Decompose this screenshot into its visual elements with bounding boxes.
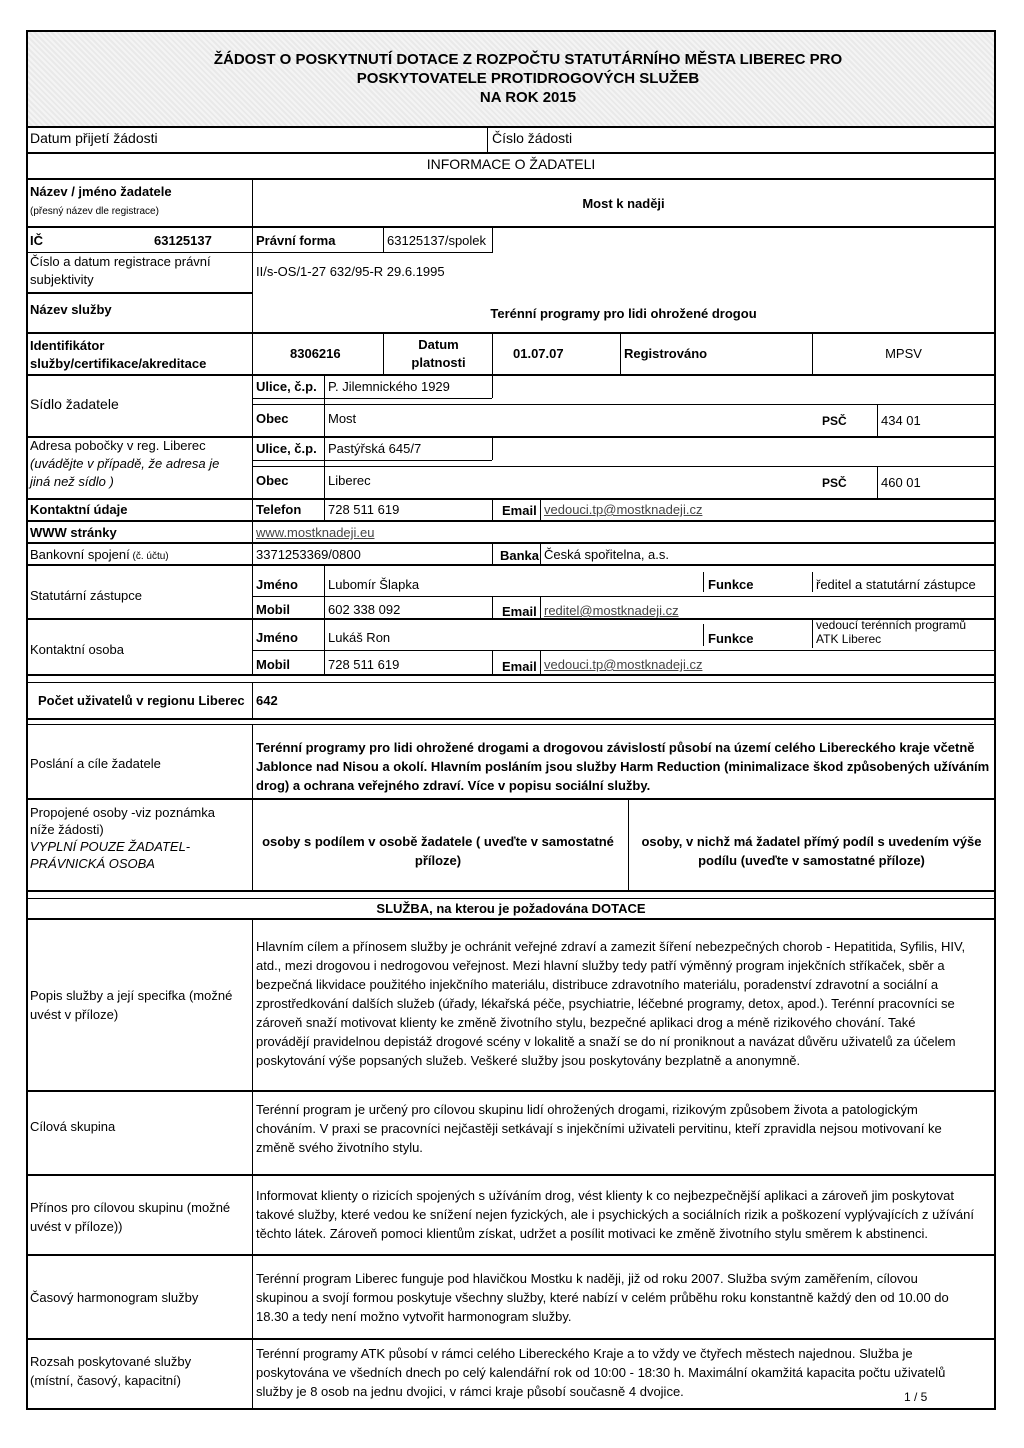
- schedule-label: Časový harmonogram služby: [30, 1290, 199, 1305]
- registration-label-1: Číslo a datum registrace právní: [30, 254, 211, 269]
- contact-function-value: [816, 618, 966, 646]
- service-description-text: [256, 937, 992, 1070]
- description-line: poskytování výše popsaných služeb. Veškeré služby jsou poskytovány bezplatně a anonymně.: [256, 1053, 801, 1068]
- legal-form-label: Právní forma: [256, 233, 336, 248]
- service-description-label: [30, 986, 232, 1024]
- branch-label-3: jiná než sídlo ): [30, 474, 114, 489]
- ic-value: 63125137: [154, 233, 212, 248]
- seat-psc-label: PSČ: [822, 414, 847, 428]
- service-name-value: Terénní programy pro lidi ohrožené drogou: [490, 306, 757, 321]
- scope-line: poskytována ve všedních dnech po celý kalendářní rok od 10:00 - 18:30 h. Maximální okamžitá kapacita počtu uživatelů: [256, 1365, 946, 1380]
- registration-value: II/s-OS/1-27 632/95-R 29.6.1995: [256, 264, 445, 279]
- schedule-line: skupinou a svojí formou poskytuje všechny služby, které nabízí v celém průběhu roku konstantně každý den od 10.00 do: [256, 1290, 949, 1305]
- description-line: zprostředkování dalších služeb (úřady, lékařská péče, psychiatrie, léčebné programy, detox, apod.). Terénní pracovníci se: [256, 996, 955, 1011]
- benefit-label-line1: Přínos pro cílovou skupinu (možné: [30, 1200, 231, 1215]
- form-title-line1: ŽÁDOST O POSKYTNUTÍ DOTACE Z ROZPOČTU STATUTÁRNÍHO MĚSTA LIBEREC PRO: [213, 51, 843, 68]
- target-group-text: [256, 1100, 992, 1157]
- target-line: změně svého životního stylu.: [256, 1140, 423, 1155]
- contact-person-email-label: Email: [502, 659, 537, 674]
- target-group-label: Cílová skupina: [30, 1119, 116, 1134]
- statutory-name-value: Lubomír Šlapka: [328, 577, 420, 592]
- mission-text: [256, 738, 992, 795]
- validity-value: 01.07.07: [513, 346, 564, 361]
- contact-function-line2: ATK Liberec: [816, 632, 882, 646]
- description-label-line1: Popis služby a její specifka (možné: [30, 988, 233, 1003]
- phone-label: Telefon: [256, 502, 302, 517]
- seat-street-label: Ulice, č.p.: [256, 379, 317, 394]
- bank-name-value: Česká spořitelna, a.s.: [544, 547, 670, 562]
- branch-city-label: Obec: [256, 473, 289, 488]
- related-col1-line2: příloze): [414, 853, 462, 868]
- mission-line1: Terénní programy pro lidi ohrožené drogami a drogovou závislostí působí na území celého Libereckého kraje včetně: [256, 740, 975, 755]
- target-line: Terénní program je určený pro cílovou skupinu lidí ohrožených drogami, rizikovým způsobem života a patologickým: [256, 1102, 918, 1117]
- branch-label-1: Adresa pobočky v reg. Liberec: [30, 438, 206, 453]
- form-title-line3: NA ROK 2015: [479, 89, 577, 106]
- bank-label: [30, 547, 169, 565]
- related-label-line2: níže žádosti): [30, 822, 104, 837]
- form-title: [178, 50, 878, 107]
- application-number-label: Číslo žádosti: [492, 130, 573, 146]
- contact-email-link[interactable]: vedouci.tp@mostknadeji.cz: [544, 502, 703, 517]
- mission-line3: drog) a ochrana veřejného zdraví. Více v popisu sociální služby.: [256, 778, 651, 793]
- applicant-name-label: Název / jméno žadatele: [30, 184, 172, 199]
- identifier-label-1: Identifikátor: [30, 338, 105, 353]
- related-label-line3: VYPLNÍ POUZE ŽADATEL-: [30, 839, 191, 854]
- branch-street-value: Pastýřská 645/7: [328, 441, 422, 456]
- statutory-name-label: Jméno: [256, 577, 298, 592]
- applicant-name-sublabel: (přesný název dle registrace): [30, 206, 159, 217]
- applicant-name-value: Most k naději: [582, 196, 665, 211]
- legal-form-value: 63125137/spolek: [387, 233, 487, 248]
- registered-label: Registrováno: [624, 346, 708, 361]
- date-received-label: Datum přijetí žádosti: [30, 130, 158, 146]
- contact-function-line1: vedoucí terénních programů: [816, 618, 967, 632]
- bank-label-small: (č. účtu): [129, 551, 169, 562]
- page-number: 1 / 5: [904, 1390, 928, 1404]
- contact-mobile-value: 728 511 619: [328, 657, 400, 672]
- scope-line: služby je 8 osob na jednu dvojici, v rámci kraje působí současně 4 dvojice.: [256, 1384, 684, 1399]
- service-section-title: SLUŽBA, na kterou je požadována DOTACE: [376, 901, 646, 916]
- validity-label-2: platnosti: [411, 355, 466, 370]
- branch-street-label: Ulice, č.p.: [256, 441, 317, 456]
- benefit-line: takové služby, které vedou ke snížení nejen fyzických, ale i psychických a sociálních rizik a poškození vyplývajících z užívání: [256, 1207, 974, 1222]
- related-col1-line1: osoby s podílem v osobě žadatele ( uveďte v samostatné: [262, 834, 614, 849]
- scope-label: [30, 1352, 191, 1390]
- seat-label: Sídlo žadatele: [30, 396, 119, 412]
- statutory-mobile-value: 602 338 092: [328, 602, 401, 617]
- benefit-label: [30, 1198, 230, 1236]
- target-line: chováním. V praxi se pracovníci nejčastěji setkávají s injekčními uživateli pervitinu, kteří zpravidla nejsou motivovaní ke: [256, 1121, 942, 1136]
- statutory-email-link[interactable]: reditel@mostknadeji.cz: [544, 603, 679, 618]
- contact-name-value: Lukáš Ron: [328, 630, 391, 645]
- contact-person-email-link[interactable]: vedouci.tp@mostknadeji.cz: [544, 657, 703, 672]
- contact-function-label: Funkce: [708, 631, 754, 646]
- bank-account-value: 3371253369/0800: [256, 547, 361, 562]
- description-line: provádějí pravidelnou depistáž drogové scény v lokalitě a snaží se do ní proniknout a navázat důvěru uživatelů za účelem: [256, 1034, 956, 1049]
- related-shareholders: [253, 832, 623, 870]
- related-col2-line1: osoby, v nichž má žadatel přímý podíl s uvedením výše: [641, 834, 982, 849]
- statutory-email-label: Email: [502, 604, 537, 619]
- section-applicant-info: INFORMACE O ŽADATELI: [426, 156, 596, 172]
- seat-city-label: Obec: [256, 411, 289, 426]
- service-name-label: Název služby: [30, 302, 112, 317]
- contact-info-label: Kontaktní údaje: [30, 502, 128, 517]
- phone-value: 728 511 619: [328, 502, 400, 517]
- www-link[interactable]: www.mostknadeji.eu: [256, 525, 375, 540]
- benefit-label-line2: uvést v příloze)): [30, 1219, 123, 1234]
- schedule-line: Terénní program Liberec funguje pod hlavičkou Mostku k naději, již od roku 2007. Služba svým zaměřením, cílovou: [256, 1271, 918, 1286]
- identifier-label-2: služby/certifikace/akreditace: [30, 356, 207, 371]
- related-holdings: [629, 832, 994, 870]
- contact-mobile-label: Mobil: [256, 657, 290, 672]
- description-line: bezpečná likvidace použitého injekčního materiálu, distribuce zdravotního materiálu, poradenství zdravotní a sociální a: [256, 977, 939, 992]
- users-count-value: 642: [256, 693, 278, 708]
- scope-text: [256, 1344, 992, 1401]
- www-label: WWW stránky: [30, 525, 117, 540]
- scope-label-line1: Rozsah poskytované služby: [30, 1354, 192, 1369]
- description-line: Hlavním cílem a přínosem služby je ochránit veřejné zdraví a zamezit šíření nebezpečných chorob - Hepatitida, Syfilis, HIV,: [256, 939, 966, 954]
- registered-value: MPSV: [885, 346, 922, 361]
- statutory-label: Statutární zástupce: [30, 588, 143, 603]
- schedule-line: 18.30 a tedy není možno vytvořit harmonogram služby.: [256, 1309, 572, 1324]
- contact-person-label: Kontaktní osoba: [30, 642, 124, 657]
- branch-psc-label: PSČ: [822, 476, 847, 490]
- ic-label: IČ: [30, 233, 43, 248]
- statutory-mobile-label: Mobil: [256, 602, 290, 617]
- benefit-text: [256, 1186, 992, 1243]
- identifier-value: 8306216: [290, 346, 341, 361]
- branch-psc-value: 460 01: [881, 475, 921, 490]
- branch-city-value: Liberec: [328, 473, 371, 488]
- mission-label: Poslání a cíle žadatele: [30, 756, 161, 771]
- related-label-line1: Propojené osoby -viz poznámka: [30, 805, 215, 820]
- statutory-function-label: Funkce: [708, 577, 754, 592]
- description-line: zároveň snaží motivovat klienty ke změně životního stylu, bezpečné aplikaci drog a méně rizikového chování. Také: [256, 1015, 916, 1030]
- scope-label-line2: (místní, časový, kapacitní): [30, 1373, 181, 1388]
- mission-line2: Jablonce nad Nisou a okolí. Hlavním posláním jsou služby Harm Reduction (minimalizace škod způsobených užíváním: [256, 759, 990, 774]
- benefit-line: těchto látek. Zároveň pomoci klientům získat, udržet a posílit motivaci ke změně životního stylu směrem k abstinenci.: [256, 1226, 928, 1241]
- bank-name-label: Banka: [500, 548, 540, 563]
- registration-label-2: subjektivity: [30, 272, 94, 287]
- seat-street-value: P. Jilemnického 1929: [328, 379, 450, 394]
- schedule-text: [256, 1269, 992, 1326]
- scope-line: Terénní programy ATK působí v rámci celého Libereckého Kraje a to vždy ve čtyřech městech najednou. Služba je: [256, 1346, 913, 1361]
- contact-name-label: Jméno: [256, 630, 298, 645]
- related-col2-line2: podílu (uveďte v samostatné příloze): [698, 853, 925, 868]
- seat-psc-value: 434 01: [881, 413, 921, 428]
- related-label-line4: PRÁVNICKÁ OSOBA: [30, 856, 155, 871]
- description-line: atd., mezi drogovou i nedrogovou veřejnost. Mezi hlavní služby tedy patří výměnný program injekčních stříkaček, sběr a: [256, 958, 945, 973]
- statutory-function-value: ředitel a statutární zástupce: [816, 577, 976, 592]
- related-persons-label: [30, 804, 215, 872]
- users-count-label: Počet uživatelů v regionu Liberec: [38, 693, 245, 708]
- application-form: [26, 30, 996, 1410]
- benefit-line: Informovat klienty o rizicích spojených s užíváním drog, vést klienty k co nejbezpečnější aplikaci a zároveň jim poskytovat: [256, 1188, 954, 1203]
- description-label-line2: uvést v příloze): [30, 1007, 119, 1022]
- contact-email-label: Email: [502, 503, 537, 518]
- seat-city-value: Most: [328, 411, 357, 426]
- bank-label-text: Bankovní spojení: [30, 547, 130, 562]
- validity-label-1: Datum: [418, 337, 459, 352]
- form-title-line2: POSKYTOVATELE PROTIDROGOVÝCH SLUŽEB: [356, 70, 700, 87]
- branch-label-2: (uvádějte v případě, že adresa je: [30, 456, 220, 471]
